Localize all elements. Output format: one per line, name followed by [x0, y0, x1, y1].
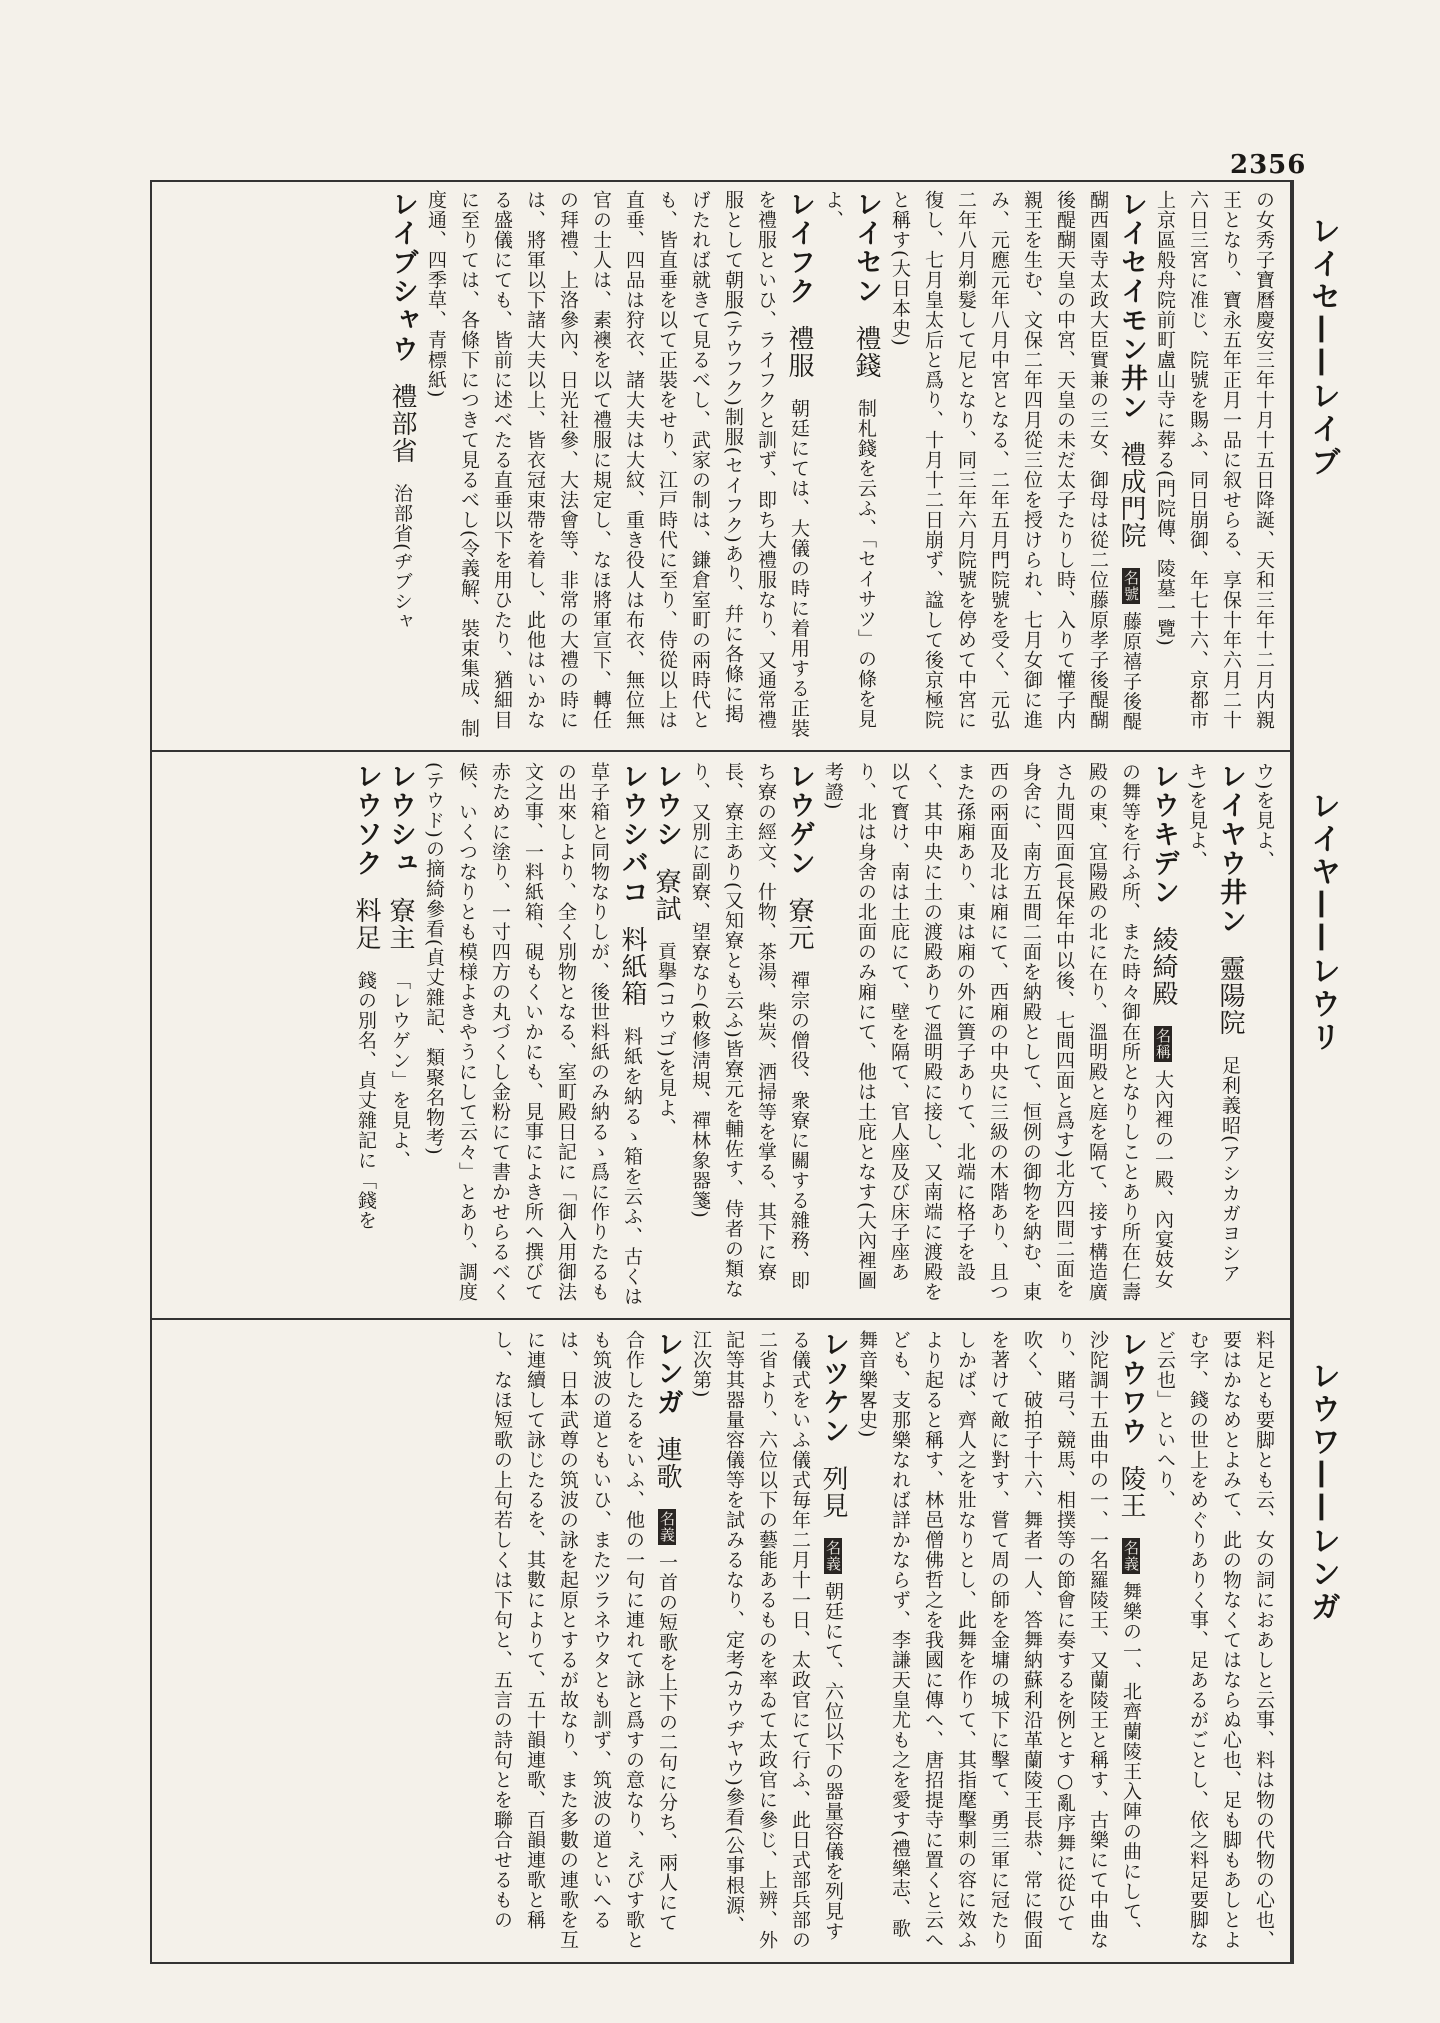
entry-reibushou — [385, 190, 419, 740]
section-guide-top: レイセ——レイブ — [1305, 215, 1340, 479]
entry-ryoushibako — [417, 762, 649, 1308]
entry-continuation — [1247, 762, 1280, 1308]
entry-headword: レンガ — [652, 1330, 683, 1417]
section-divider-middle — [150, 1318, 1292, 1320]
entry-headword: レイヤウ井ン — [1215, 762, 1246, 936]
entry-headword: レイフク — [784, 190, 815, 306]
category-badge: 名號 — [1122, 570, 1140, 603]
category-badge: 名稱 — [1154, 1028, 1172, 1061]
entry-reisen — [816, 190, 883, 740]
entry-body: 朝廷にて、六位以下の器量容儀を列見する儀式をいふ儀式毎年二月十一日、太政官にて行ふ、此日式部兵部の二省より、六位以下の藝能あるものを率ゐて太政官に參じ、上辨、外記等其器量容儀等を試みるなり、定考(カウヂヤウ)參看(公事根源、江次第) — [690, 1330, 844, 1950]
section-top — [165, 190, 1280, 740]
entry-body: 治部省(ヂブシャ — [391, 483, 413, 632]
entry-kanji: 禮錢 — [851, 325, 881, 380]
entry-body: 一首の短歌を上下の二句に分ち、兩人にて合作したるをいふ、他の一句に連れて詠と爲すの意なり、えびす歌とも筑波の道ともいひ、またツラネウタとも訓ず、筑波の道といへるは、日本武尊の筑波の詠を起原とするが故なり、また多數の連歌を互に連續して詠じたるを、其數によりて、五十韻連歌、百韻連歌と稱し、なほ短歌の上句若しくは下句と、五言の詩句とを聯合せるもの — [491, 1330, 678, 1950]
entry-body: 舞樂の一、北齊蘭陵王入陣の曲にして、沙陀調十五曲中の一、一名羅陵王、又蘭陵王と稱す、古樂にて中曲なり、賭弓、競馬、相撲等の節會に奏するを例とす○亂序舞に從ひて吹く、破拍子十六、舞者一人、答舞納蘇利沿革蘭陵王長恭、常に假面を著けて敵に對す、嘗て周の師を金墉の城下に擊て、勇三軍に冠たりしかば、齊人之を壯なりとし、此舞を作りて、其指麾擊刺の容に效ふより起ると稱す、林邑僧佛哲之を我國に傳へ、唐招提寺に置くと云へども、支那樂なれば詳かならず、李謙天皇尤も之を愛す(禮樂志、歌舞音樂畧史) — [856, 1330, 1142, 1950]
category-badge: 名義 — [824, 1540, 842, 1573]
entry-headword: レイブシャウ — [387, 190, 418, 364]
entry-body: 料足とも要脚とも云、女の詞におあしと云事、料は物の代物の心也、要はかなめとよみて、此の物なくてはならぬ心也、足も脚もあしとよむ字、錢の世上をめぐりありく事、足あるがごとし、依之料足要脚など云也」といへり、 — [1154, 1330, 1275, 1950]
entry-body: の女秀子寶曆慶安三年十月十五日降誕、天和三年十二月内親王となり、寶永五年正月一品に叙せらる、享保十年六月二十六日三宮に准じ、院號を賜ふ、同日崩御、年七十六、京都市上京區般舟院前町盧山寺に葬る(門院傳、陵墓一覽) — [1154, 190, 1275, 730]
category-badge: 名義 — [1122, 1540, 1140, 1573]
entry-body: 料紙を納るゝ箱を云ふ、古くは草子箱と同物なりしが、後世料紙のみ納るゝ爲に作りたるもの出來しより、全く別物となる、室町殿日記に「御入用御法文之事、一料紙箱、硯もくいかにも、見事によき所へ撰びて赤ために塗り、一寸四方の丸づくし金粉にて書かせらるべく候、いくつなりとも模様よきやうにして云々」とあり、調度(テウド)の摘綺參看(貞丈雜記、類聚名物考) — [423, 762, 643, 1307]
entry-body: 藤原禧子後醍醐西園寺太政大臣實兼の三女、御母は從二位藤原孝子後醍醐後醍醐天皇の中宮、天皇の未だ太子たりし時、入りて懽子内親王を生む、文保二年四月從三位を授けられ、七月女御に進み、元應元年八月中宮となる、二年五月門院號を受く、元弘二年八月剃髮して尼となり、同三年六月院號を停めて中宮に復し、七月皇太后と爲り、十月十二日崩ず、諡して後京極院と稱す(大日本史) — [889, 190, 1142, 732]
entry-body: ウ)を見よ、 — [1253, 762, 1275, 871]
entry-ryousoku — [349, 762, 383, 1308]
entry-kanji: 陵王 — [1116, 1465, 1146, 1520]
entry-kanji: 寮主 — [385, 897, 415, 952]
category-badge: 名義 — [658, 1511, 676, 1544]
entry-ryoushu — [383, 762, 417, 1308]
entry-kanji: 禮服 — [784, 325, 814, 380]
entry-ryoukiden — [816, 762, 1180, 1308]
entry-ryougen — [683, 762, 816, 1308]
entry-headword: レツケン — [818, 1330, 849, 1446]
entry-continuation — [1148, 1330, 1280, 1950]
entry-headword: レウシバコ — [617, 762, 648, 907]
entry-kanji: 寮元 — [784, 897, 814, 952]
entry-kanji: 料紙箱 — [617, 926, 647, 1008]
entry-kanji: 料足 — [351, 897, 381, 952]
entry-body: 大內裡の一殿、內宴妓女の舞等を行ふ所、また時々御在所となりしことあり所在仁壽殿の東、宜陽殿の北に在り、溫明殿と庭を隔て、接す構造廣さ九間四面(長保年中以後、七間四面と爲す)北方四間二面を身舍に、南方五間二面を納殿として、恒例の御物を納む、東西の兩面及北は廂にて、西廂の中央に三級の木階あり、且つまた孫廂あり、東は廂の外に簀子ありて、北端に格子を設く、其中央に土の渡殿ありて溫明殿に接し、又南端に渡殿を以て寳け、南は土庇にて、壁を隔て、官人座及び床子座あり、北は身舍の北面のみ廂にて、他は土庇となす(大內裡圖考證) — [822, 762, 1174, 1302]
entry-kanji: 寮試 — [651, 868, 681, 923]
entry-headword: レウシュ — [385, 762, 416, 878]
entry-body: 「レウゲン」を見よ、 — [389, 970, 411, 1171]
entry-kanji: 禮部省 — [387, 383, 417, 465]
entry-headword: レウシ — [651, 762, 682, 849]
entry-kanji: 綾綺殿 — [1148, 926, 1178, 1008]
section-guide-bottom: レウワ——レンガ — [1305, 1360, 1340, 1624]
page-number: 2356 — [1230, 150, 1307, 180]
entry-kanji: 連歌 — [652, 1436, 682, 1491]
entry-headword: レウゲン — [784, 762, 815, 878]
entry-kanji: 列見 — [818, 1465, 848, 1520]
entry-body: 朝廷にては、大儀の時に着用する正裝を禮服といひ、ライフクと訓ず、即ち大禮服なり、又通常禮服として朝服(テウフク)制服(セイフク)あり、幷に各條に掲げたれば就きて見るべし、武家の制は、鎌倉室町の兩時代とも、皆直垂を以て正裝をせり、江戸時代に至り、侍從以上は直垂、四品は狩衣、諸大夫は大紋、重き役人は布衣、無位無官の士人は、素襖を以て禮服に規定し、なほ將軍宣下、轉任の拜禮、上洛參內、日光社參、大法會等、非常の大禮の時には、將軍以下諸大夫以上、皆衣冠束帶を着し、此他はいかなる盛儀にても、皆前に述べたる直垂以下を用ひたり、猶細目に至りては、各條下につきて見るべし(令義解、裝束集成、制度通、四季草、青標紙) — [425, 190, 810, 739]
entry-headword: レイセイモン井ン — [1116, 190, 1147, 422]
entry-reiseimon-in — [883, 190, 1148, 740]
section-guide-middle: レイヤ——レウリ — [1305, 790, 1340, 1054]
entry-headword: レウキデン — [1148, 762, 1179, 907]
entry-headword: レウワウ — [1116, 1330, 1147, 1446]
entry-rekken — [684, 1330, 850, 1950]
entry-ryouou — [850, 1330, 1148, 1950]
entry-body: 禪宗の僧役、衆寮に關する雜務、即ち寮の經文、什物、茶湯、柴炭、洒掃等を掌る、其下に寮長、寮主あり(又知寮とも云ふ)皆寮元を輔佐す、侍者の類なり、又別に副寮、望寮なり(敕修淸規、禪林象器箋) — [689, 762, 810, 1299]
section-bottom — [165, 1330, 1280, 1950]
section-divider-top — [150, 750, 1292, 752]
section-middle — [165, 762, 1280, 1308]
entry-headword: レイセン — [851, 190, 882, 306]
entry-body: 錢の別名、貞丈雜記に「錢を — [355, 970, 377, 1231]
entry-headword: レウソク — [351, 762, 382, 878]
entry-renga — [485, 1330, 684, 1950]
entry-body: 足利義昭(アシカガヨシアキ)を見よ、 — [1186, 762, 1241, 1284]
entry-body: 制札錢を云ふ、「セイサツ」の條を見よ、 — [822, 190, 877, 729]
entry-reifuku — [419, 190, 816, 740]
entry-body: 貢擧(コウゴ)を見よ、 — [655, 941, 677, 1138]
entry-continuation — [1148, 190, 1280, 740]
entry-kanji: 禮成門院 — [1116, 441, 1146, 550]
entry-kanji: 靈陽院 — [1215, 955, 1245, 1037]
guide-divider — [1290, 180, 1292, 1962]
entry-ryoushi — [649, 762, 683, 1308]
entry-reiyou-in — [1180, 762, 1247, 1308]
